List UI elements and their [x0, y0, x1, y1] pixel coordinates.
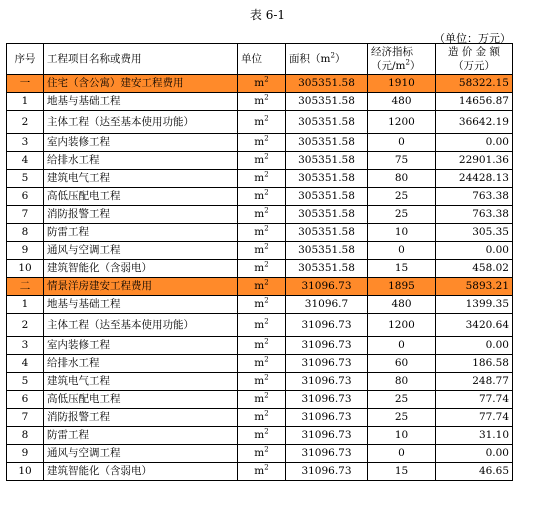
table-body — [7, 75, 513, 481]
row-unit: $m^2$ — [238, 445, 286, 463]
row-index: 80 — [368, 170, 436, 188]
row-unit: $m^2$ — [238, 134, 286, 152]
row-amount: 763.38 — [436, 206, 513, 224]
cost-table — [6, 43, 513, 481]
row-index: 15 — [368, 463, 436, 481]
row-unit: $m^2$ — [238, 188, 286, 206]
row-area: 305351.58 — [286, 93, 368, 111]
row-area: 305351.58 — [286, 111, 368, 134]
row-area: 31096.73 — [286, 355, 368, 373]
row-unit: $m^2$ — [238, 463, 286, 481]
row-name: 室内装修工程 — [44, 134, 238, 152]
row-amount: 0.00 — [436, 445, 513, 463]
row-name: 消防报警工程 — [44, 409, 238, 427]
row-amount: 248.77 — [436, 373, 513, 391]
row-area: 31096.73 — [286, 373, 368, 391]
row-unit: $m^2$ — [238, 152, 286, 170]
row-seq: 4 — [7, 152, 44, 170]
row-area: 305351.58 — [286, 152, 368, 170]
table-row — [7, 296, 513, 314]
row-amount: 1399.35 — [436, 296, 513, 314]
row-index: 10 — [368, 427, 436, 445]
row-name: 高低压配电工程 — [44, 188, 238, 206]
table-row — [7, 355, 513, 373]
table-row — [7, 75, 513, 93]
row-seq: 1 — [7, 296, 44, 314]
row-seq: 一 — [7, 75, 44, 93]
row-seq: 1 — [7, 93, 44, 111]
row-index: 25 — [368, 206, 436, 224]
row-amount: 58322.15 — [436, 75, 513, 93]
row-name: 主体工程（达至基本使用功能） — [44, 314, 238, 337]
row-unit: $m^2$ — [238, 111, 286, 134]
row-index: 0 — [368, 445, 436, 463]
row-unit: $m^2$ — [238, 75, 286, 93]
table-row — [7, 111, 513, 134]
row-area: 31096.73 — [286, 314, 368, 337]
row-seq: 10 — [7, 260, 44, 278]
row-index: 480 — [368, 296, 436, 314]
row-seq: 7 — [7, 409, 44, 427]
row-unit: $m^2$ — [238, 242, 286, 260]
row-index: 0 — [368, 134, 436, 152]
row-index: 0 — [368, 242, 436, 260]
row-seq: 2 — [7, 111, 44, 134]
table-row — [7, 93, 513, 111]
row-amount: 22901.36 — [436, 152, 513, 170]
row-amount: 305.35 — [436, 224, 513, 242]
row-index: 480 — [368, 93, 436, 111]
row-area: 31096.7 — [286, 296, 368, 314]
row-amount: 763.38 — [436, 188, 513, 206]
table-row — [7, 224, 513, 242]
table-row — [7, 409, 513, 427]
unit-note: （单位：万元） — [434, 32, 511, 45]
row-unit: $m^2$ — [238, 170, 286, 188]
table-row — [7, 152, 513, 170]
row-seq: 8 — [7, 224, 44, 242]
row-amount: 3420.64 — [436, 314, 513, 337]
row-amount: 77.74 — [436, 409, 513, 427]
row-amount: 36642.19 — [436, 111, 513, 134]
table-row — [7, 463, 513, 481]
row-name: 防雷工程 — [44, 224, 238, 242]
row-amount: 0.00 — [436, 134, 513, 152]
row-seq: 5 — [7, 170, 44, 188]
row-index: 60 — [368, 355, 436, 373]
row-seq: 9 — [7, 242, 44, 260]
row-index: 1200 — [368, 111, 436, 134]
row-area: 31096.73 — [286, 391, 368, 409]
row-name: 建筑电气工程 — [44, 170, 238, 188]
header-amount: 造 价 金 额（万元） — [436, 44, 513, 75]
row-area: 305351.58 — [286, 134, 368, 152]
row-amount: 14656.87 — [436, 93, 513, 111]
row-amount: 5893.21 — [436, 278, 513, 296]
row-amount: 0.00 — [436, 242, 513, 260]
row-name: 主体工程（达至基本使用功能） — [44, 111, 238, 134]
row-index: 0 — [368, 337, 436, 355]
row-index: 80 — [368, 373, 436, 391]
table-row — [7, 445, 513, 463]
row-area: 305351.58 — [286, 75, 368, 93]
row-name: 建筑智能化（含弱电） — [44, 463, 238, 481]
table-row — [7, 314, 513, 337]
row-seq: 6 — [7, 391, 44, 409]
row-amount: 24428.13 — [436, 170, 513, 188]
row-index: 1895 — [368, 278, 436, 296]
row-area: 31096.73 — [286, 409, 368, 427]
row-area: 31096.73 — [286, 463, 368, 481]
row-area: 31096.73 — [286, 278, 368, 296]
row-name: 情景洋房建安工程费用 — [44, 278, 238, 296]
row-unit: $m^2$ — [238, 409, 286, 427]
row-amount: 0.00 — [436, 337, 513, 355]
row-amount: 31.10 — [436, 427, 513, 445]
row-area: 31096.73 — [286, 445, 368, 463]
row-seq: 6 — [7, 188, 44, 206]
row-amount: 186.58 — [436, 355, 513, 373]
header-row — [7, 44, 513, 75]
row-unit: $m^2$ — [238, 373, 286, 391]
row-amount: 458.02 — [436, 260, 513, 278]
row-index: 25 — [368, 391, 436, 409]
table-row — [7, 337, 513, 355]
table-row — [7, 242, 513, 260]
row-name: 地基与基础工程 — [44, 296, 238, 314]
row-seq: 2 — [7, 314, 44, 337]
row-index: 75 — [368, 152, 436, 170]
row-name: 给排水工程 — [44, 355, 238, 373]
table-row — [7, 373, 513, 391]
row-name: 防雷工程 — [44, 427, 238, 445]
row-amount: 77.74 — [436, 391, 513, 409]
table-row — [7, 206, 513, 224]
row-unit: $m^2$ — [238, 427, 286, 445]
row-unit: $m^2$ — [238, 355, 286, 373]
header-index: 经济指标（元$/m^2$） — [368, 44, 436, 75]
table-row — [7, 170, 513, 188]
row-index: 1200 — [368, 314, 436, 337]
row-area: 305351.58 — [286, 242, 368, 260]
row-area: 31096.73 — [286, 427, 368, 445]
row-seq: 3 — [7, 134, 44, 152]
row-index: 25 — [368, 188, 436, 206]
row-unit: $m^2$ — [238, 224, 286, 242]
row-name: 消防报警工程 — [44, 206, 238, 224]
header-area: 面积$(m^2)$ — [286, 44, 368, 75]
row-seq: 8 — [7, 427, 44, 445]
row-area: 305351.58 — [286, 188, 368, 206]
row-unit: $m^2$ — [238, 296, 286, 314]
row-unit: $m^2$ — [238, 260, 286, 278]
row-name: 住宅（含公寓）建安工程费用 — [44, 75, 238, 93]
row-name: 建筑电气工程 — [44, 373, 238, 391]
row-seq: 5 — [7, 373, 44, 391]
row-seq: 3 — [7, 337, 44, 355]
row-name: 室内装修工程 — [44, 337, 238, 355]
table-row — [7, 188, 513, 206]
table-title: 表 6-1 — [249, 8, 286, 22]
row-area: 31096.73 — [286, 337, 368, 355]
row-index: 25 — [368, 409, 436, 427]
row-index: 1910 — [368, 75, 436, 93]
header-name: 工程项目名称或费用 — [44, 44, 238, 75]
row-seq: 二 — [7, 278, 44, 296]
row-name: 给排水工程 — [44, 152, 238, 170]
row-name: 通风与空调工程 — [44, 445, 238, 463]
header-seq: 序号 — [7, 44, 44, 75]
table-row — [7, 134, 513, 152]
row-seq: 4 — [7, 355, 44, 373]
header-unit: 单位 — [238, 44, 286, 75]
row-unit: $m^2$ — [238, 278, 286, 296]
row-index: 15 — [368, 260, 436, 278]
row-name: 通风与空调工程 — [44, 242, 238, 260]
row-unit: $m^2$ — [238, 391, 286, 409]
table-row — [7, 427, 513, 445]
row-area: 305351.58 — [286, 206, 368, 224]
row-index: 10 — [368, 224, 436, 242]
row-seq: 7 — [7, 206, 44, 224]
table-row — [7, 260, 513, 278]
row-area: 305351.58 — [286, 224, 368, 242]
row-unit: $m^2$ — [238, 93, 286, 111]
row-amount: 46.65 — [436, 463, 513, 481]
row-name: 地基与基础工程 — [44, 93, 238, 111]
row-name: 建筑智能化（含弱电） — [44, 260, 238, 278]
row-unit: $m^2$ — [238, 314, 286, 337]
row-seq: 9 — [7, 445, 44, 463]
table-row — [7, 391, 513, 409]
row-area: 305351.58 — [286, 170, 368, 188]
row-unit: $m^2$ — [238, 337, 286, 355]
row-area: 305351.58 — [286, 260, 368, 278]
row-name: 高低压配电工程 — [44, 391, 238, 409]
row-unit: $m^2$ — [238, 206, 286, 224]
row-seq: 10 — [7, 463, 44, 481]
table-row — [7, 278, 513, 296]
